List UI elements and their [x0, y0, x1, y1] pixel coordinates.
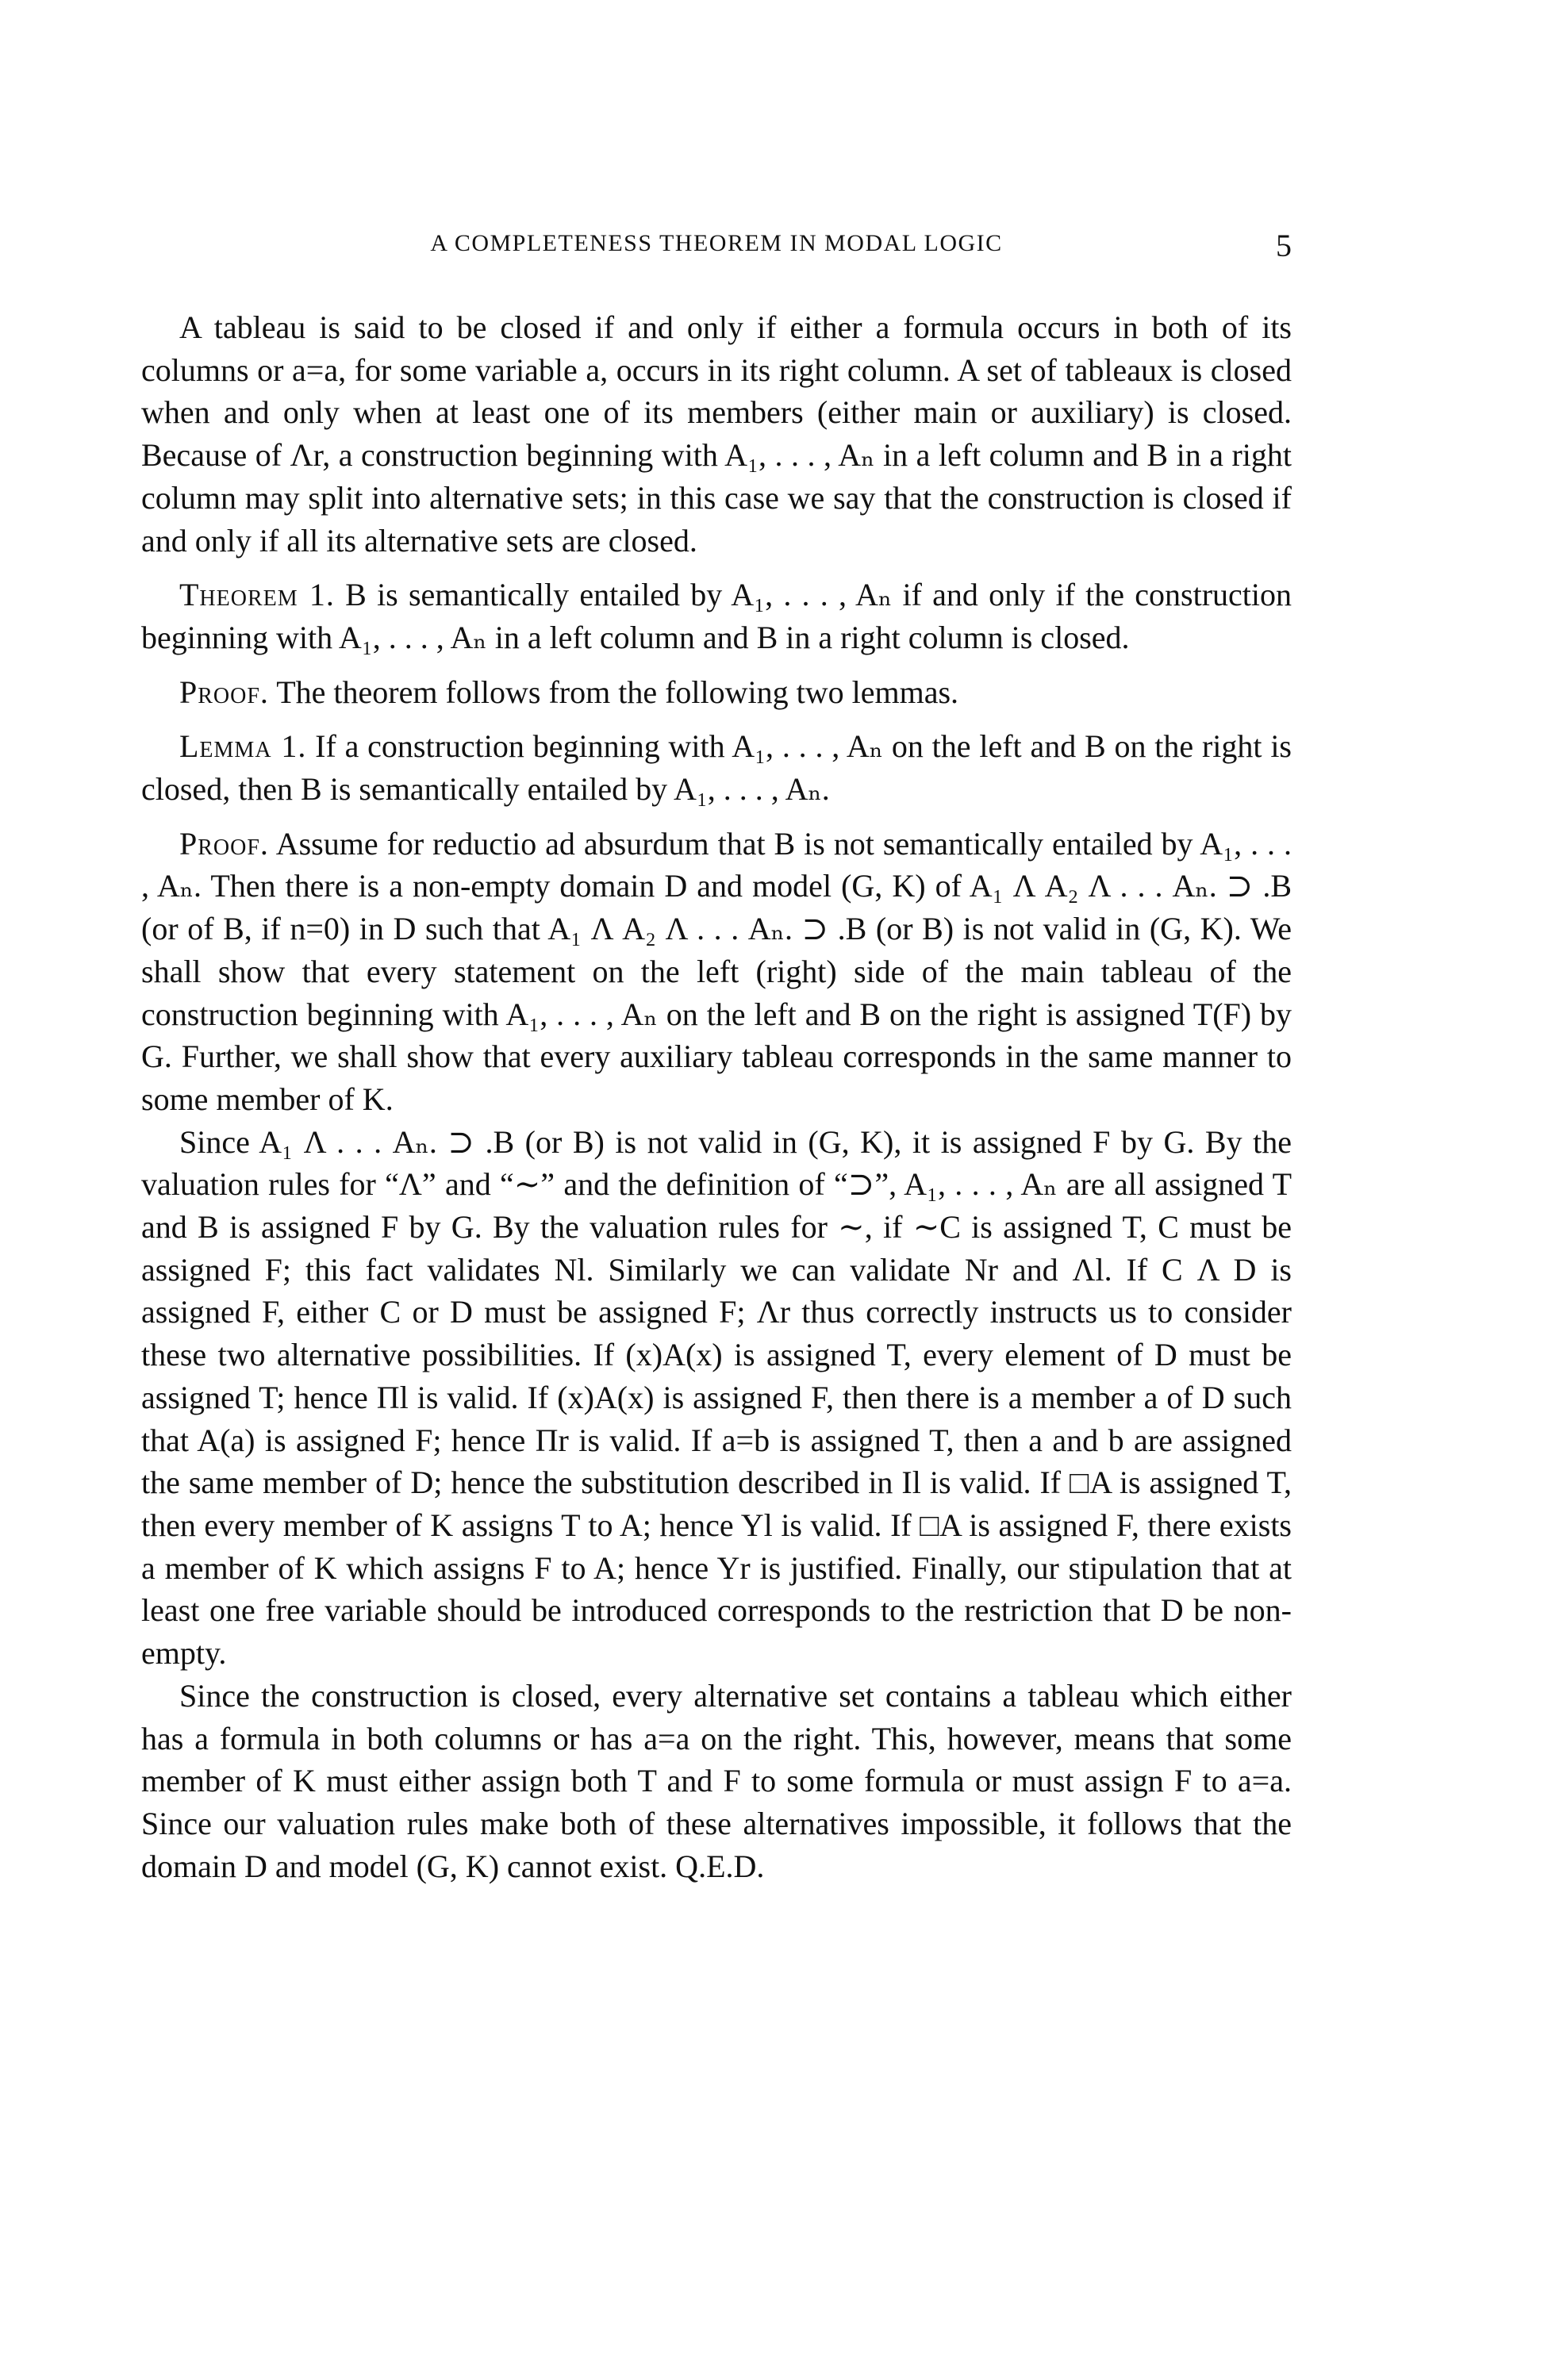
paragraph-text: Since the construction is closed, every alternative set contains a tableau which either has a formula in both columns or has a=a on the right. This, however, means that some member of K must either assign both T and F to some formula or must assign F to a=a. Since our valuation rules make both of these alternatives impossible, it follows that the domain D and model (G, K) cannot exist. Q.E.D.	[141, 1677, 1292, 1884]
theorem-text: B is semantically entailed by A₁, . . . , Aₙ if and only if the construction beginning with A₁, . . . , Aₙ in a left column and B in a right column is closed.	[141, 577, 1292, 655]
paragraph-text: A tableau is said to be closed if and only if either a formula occurs in both of its columns or a=a, for some variable a, occurs in its right column. A set of tableaux is closed when and only when at least one of its members (either main or auxiliary) is closed. Because of Λr, a construction beginning with A₁, . . . , Aₙ in a left column and B in a right column may split into alternative sets; in this case we say that the construction is closed if and only if all its alternative sets are closed.	[141, 309, 1292, 559]
lemma-label: Lemma 1.	[179, 728, 307, 765]
paragraph-valuation-rules	[141, 1121, 1292, 1675]
page-number: 5	[1276, 228, 1292, 263]
theorem-1	[141, 574, 1292, 658]
proof-text: The theorem follows from the following two lemmas.	[276, 674, 959, 710]
proof-theorem-1	[141, 671, 1292, 714]
proof-lemma-1	[141, 823, 1292, 1121]
lemma-text: If a construction beginning with A₁, . . . , Aₙ on the left and B on the right is closed, then B is semantically entailed by A₁, . . . , Aₙ.	[141, 728, 1292, 808]
running-head	[141, 227, 1292, 267]
paragraph-conclusion	[141, 1675, 1292, 1888]
body-text	[141, 306, 1292, 1887]
proof-text: Assume for reductio ad absurdum that B is not semantically entailed by A₁, . . . , Aₙ. Then there is a non-empty domain D and model (G, K) of A₁ Λ A₂ Λ . . . Aₙ. ⊃ .B (or of B, if n=0) in D such that A₁ Λ A₂ Λ . . . Aₙ. ⊃ .B (or B) is not valid in (G, K). We shall show that every statement on the left (right) side of the main tableau of the construction beginning with A₁, . . . , Aₙ on the left and B on the right is assigned T(F) by G. Further, we shall show that every auxiliary tableau corresponds in the same manner to some member of K.	[141, 825, 1292, 1117]
proof-label: Proof.	[179, 825, 269, 862]
paragraph-text: Since A₁ Λ . . . Aₙ. ⊃ .B (or B) is not valid in (G, K), it is assigned F by G. By the valuation rules for “Λ” and “∼” and the definition of “⊃”, A₁, . . . , Aₙ are all assigned T and B is assigned F by G. By the valuation rules for ∼, if ∼C is assigned T, C must be assigned F; this fact validates Nl. Similarly we can validate Nr and Λl. If C Λ D is assigned F, either C or D must be assigned F; Λr thus correctly instructs us to consider these two alternative possibilities. If (x)A(x) is assigned T, every element of D must be assigned T; hence Πl is valid. If (x)A(x) is assigned F, then there is a member a of D such that A(a) is assigned F; hence Πr is valid. If a=b is assigned T, then a and b are assigned the same member of D; hence the substitution described in Il is valid. If □A is assigned T, then every member of K assigns T to A; hence Yl is valid. If □A is assigned F, there exists a member of K which assigns F to A; hence Yr is justified. Finally, our stipulation that at least one free variable should be introduced corresponds to the restriction that D be non-empty.	[141, 1123, 1292, 1672]
lemma-1	[141, 725, 1292, 810]
running-title: A COMPLETENESS THEOREM IN MODAL LOGIC	[430, 230, 1003, 256]
theorem-label: Theorem 1.	[179, 577, 335, 613]
paragraph-closed-tableau-definition	[141, 306, 1292, 562]
proof-label: Proof.	[179, 674, 269, 710]
